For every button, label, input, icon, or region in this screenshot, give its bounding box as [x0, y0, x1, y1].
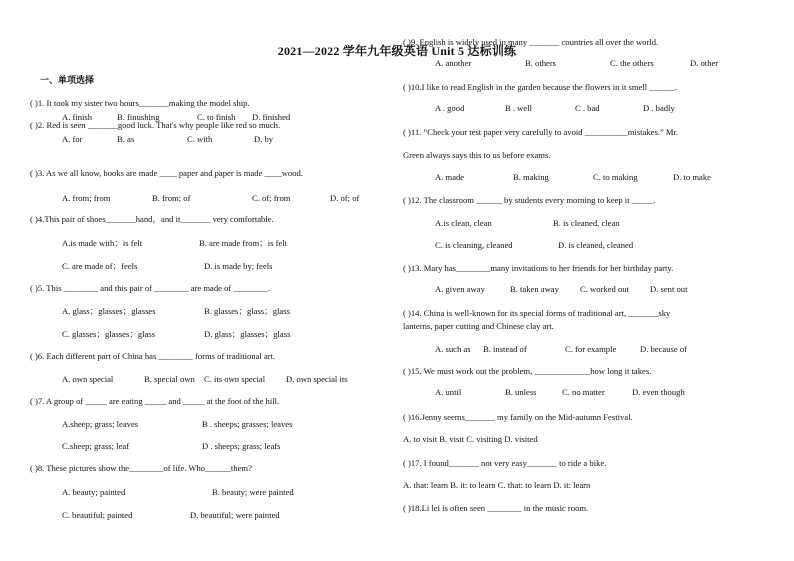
answer-option: D. sent out: [650, 284, 688, 294]
question-line: lanterns, paper cutting and Chinese clay art.: [403, 321, 554, 331]
answer-option: A. glass；glasses；glasses: [62, 306, 156, 316]
answer-option: C. worked out: [580, 284, 629, 294]
answer-option: B. beauty; were painted: [212, 487, 294, 497]
question-line: ( )2. Red is seen _______good luck. That's why people like red so much.: [30, 120, 281, 130]
answer-option: C. beautiful; painted: [62, 510, 133, 520]
answer-option: C. glasses；glasses；glass: [62, 329, 156, 339]
answer-option: B. glasses；glass；glass: [204, 306, 290, 316]
answer-option: D. is cleaned, cleaned: [558, 240, 634, 250]
answer-option: C. to finish: [197, 112, 236, 122]
question-line: Green always says this to us before exams.: [403, 150, 551, 160]
question-line: ( )18.Li lei is often seen ________ in the music room.: [403, 503, 589, 513]
answer-option: C. the others: [610, 58, 654, 68]
answer-option: C. its own special: [204, 374, 266, 384]
answer-option: C. no matter: [562, 387, 605, 397]
answer-option: A. finish: [62, 112, 93, 122]
answer-option: D . badly: [643, 103, 675, 113]
answer-option: D. because of: [640, 344, 688, 354]
answer-option: A. such as: [435, 344, 471, 354]
question-line: ( )13. Mary has________many invitations to her friends for her birthday party.: [403, 263, 674, 273]
answer-option: D. even though: [632, 387, 685, 397]
answer-option: B. from; of: [152, 193, 191, 203]
answer-option: B . sheeps; grasses; leaves: [202, 419, 293, 429]
answer-option: D. by: [254, 134, 274, 144]
question-line: ( )17. I found_______ not very easy_______ to ride a bike.: [403, 458, 607, 468]
answer-option: A. given away: [435, 284, 485, 294]
question-line: ( )16.Jenny seems_______ my family on the Mid-autumn Festival.: [403, 412, 633, 422]
question-line: A. that: learn B. it: to learn C. that: to learn D. it: learn: [403, 480, 591, 490]
answer-option: A. until: [435, 387, 462, 397]
answer-option: C. with: [187, 134, 213, 144]
answer-option: A.sheep; grass; leaves: [62, 419, 139, 429]
page-title: 2021—2022 学年九年级英语 Unit 5 达标训练: [277, 44, 517, 58]
question-line: ( )6. Each different part of China has ________ forms of traditional art.: [30, 351, 276, 361]
answer-option: A.is made with；is felt: [62, 238, 143, 248]
question-line: ( )3. As we all know, books are made ____ paper and paper is made ____wood.: [30, 168, 303, 178]
answer-option: B. finushing: [117, 112, 160, 122]
answer-option: A. own special: [62, 374, 114, 384]
question-line: ( )12. The classroom ______ by students every morning to keep it _____.: [403, 195, 656, 205]
answer-option: D. to make: [673, 172, 711, 182]
answer-option: C.sheep; grass; leaf: [62, 441, 130, 451]
answer-option: B. is cleaned, clean: [553, 218, 620, 228]
answer-option: B. making: [513, 172, 549, 182]
question-line: A. to visit B. visit C. visiting D. visited: [403, 434, 538, 444]
answer-option: D. of; of: [330, 193, 360, 203]
answer-option: A. from; from: [62, 193, 111, 203]
question-line: ( )10.I like to read English in the garden because the flowers in it smell ______.: [403, 82, 678, 92]
answer-option: D. other: [690, 58, 719, 68]
answer-option: A.is clean, clean: [435, 218, 492, 228]
question-line: ( )9. English is widely used in many _______ countries all over the world.: [403, 37, 659, 47]
answer-option: C. is cleaning, cleaned: [435, 240, 513, 250]
question-line: ( )1. It took my sister two hours_______making the model ship.: [30, 98, 250, 108]
answer-option: C. of; from: [252, 193, 291, 203]
answer-option: A. beauty; painted: [62, 487, 126, 497]
question-line: ( )5. This ________ and this pair of ________ are made of ________.: [30, 283, 270, 293]
answer-option: D. is made by; feels: [204, 261, 273, 271]
question-line: ( )7. A group of _____ are eating _____ and _____ at the foot of the hill.: [30, 396, 280, 406]
answer-option: B. taken away: [510, 284, 559, 294]
answer-option: D. beautiful; were painted: [190, 510, 280, 520]
answer-option: D. glass；glasses；glass: [204, 329, 291, 339]
answer-option: C. are made of；feels: [62, 261, 138, 271]
answer-option: C . bad: [575, 103, 600, 113]
answer-option: B. unless: [505, 387, 537, 397]
answer-option: A. made: [435, 172, 465, 182]
question-line: ( )11. “Check your test paper very carefully to avoid __________mistakes.” Mr.: [403, 127, 679, 137]
question-line: ( )8. These pictures show the________of life. Who______them?: [30, 463, 252, 473]
answer-option: D. own special its: [286, 374, 348, 384]
answer-option: B. special own: [144, 374, 195, 384]
question-line: ( )15. We must work out the problem, _____________how long it takes.: [403, 366, 652, 376]
answer-option: B. are made from；is felt: [199, 238, 288, 248]
section-heading: 一、单项选择: [40, 75, 95, 85]
answer-option: B. others: [525, 58, 557, 68]
answer-option: D. finished: [252, 112, 291, 122]
question-line: ( )4.This pair of shoes_______hand，and it_______ very comfortable.: [30, 214, 274, 224]
answer-option: B. as: [117, 134, 135, 144]
answer-option: C. for example: [565, 344, 617, 354]
answer-option: B. instead of: [483, 344, 527, 354]
answer-option: D . sheeps; grass; leafs: [202, 441, 281, 451]
answer-option: A. for: [62, 134, 83, 144]
question-line: ( )14. China is well-known for its special forms of traditional art, _______sky: [403, 308, 671, 318]
answer-option: C. to making: [593, 172, 638, 182]
answer-option: B . well: [505, 103, 532, 113]
answer-option: A. another: [435, 58, 472, 68]
answer-option: A . good: [435, 103, 465, 113]
